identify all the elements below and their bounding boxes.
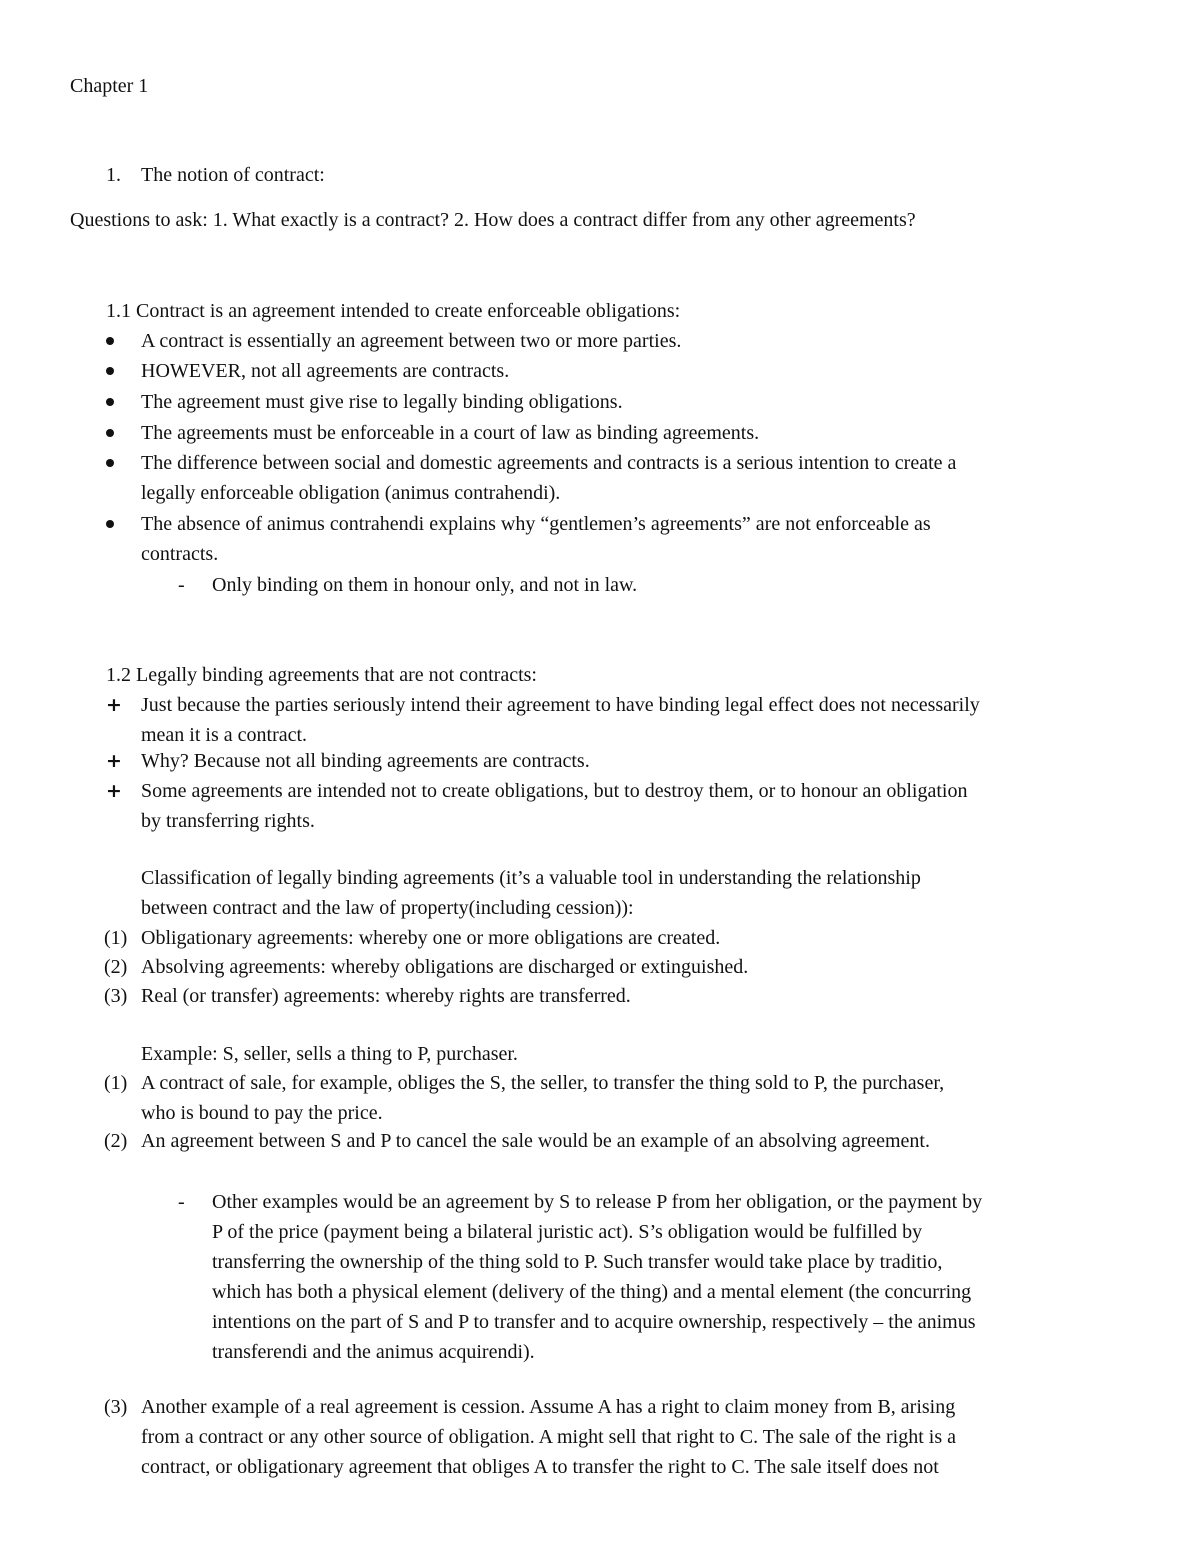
- bullet-text: legally enforceable obligation (animus contrahendi).: [141, 482, 561, 504]
- dash-text: transferring the ownership of the thing sold to P. Such transfer would take place by traditio,: [212, 1251, 943, 1273]
- list-item: [0, 952, 1200, 982]
- bullet-text: Some agreements are intended not to create obligations, but to destroy them, or to honour an obligation: [141, 780, 968, 802]
- list-number: (2): [104, 956, 128, 978]
- list-item: [0, 326, 1200, 356]
- bullet-dot: [106, 398, 114, 406]
- bullet-dot: [106, 459, 114, 467]
- bullet-dot: [106, 429, 114, 437]
- dash-text: which has both a physical element (delivery of the thing) and a mental element (the concurring: [212, 1281, 972, 1303]
- list-item: [0, 509, 1200, 569]
- plus-icon: +: [106, 780, 122, 802]
- bullet-text: Why? Because not all binding agreements are contracts.: [141, 750, 590, 772]
- classification-intro: Classification of legally binding agreements (it’s a valuable tool in understanding the relationship: [141, 867, 921, 889]
- list-item: [0, 387, 1200, 417]
- dash-text: intentions on the part of S and P to transfer and to acquire ownership, respectively – the animus: [212, 1311, 976, 1333]
- list-number: (3): [104, 985, 128, 1007]
- bullet-text: A contract is essentially an agreement between two or more parties.: [141, 330, 682, 352]
- list-item: [0, 690, 1200, 750]
- list-text: Real (or transfer) agreements: whereby rights are transferred.: [141, 985, 631, 1007]
- bullet-dot: [106, 367, 114, 375]
- list-item: [0, 981, 1200, 1011]
- bullet-text: The difference between social and domestic agreements and contracts is a serious intention to create a: [141, 452, 957, 474]
- list-item: [0, 923, 1200, 953]
- dash-text: Other examples would be an agreement by S to release P from her obligation, or the payment by: [212, 1191, 983, 1213]
- dash-item: [0, 1187, 1200, 1367]
- bullet-dot: [106, 520, 114, 528]
- dash-marker: -: [178, 1191, 185, 1213]
- list-item: [0, 746, 1200, 776]
- plus-icon: +: [106, 694, 122, 716]
- list-text: A contract of sale, for example, obliges the S, the seller, to transfer the thing sold to P, the purchaser,: [141, 1072, 945, 1094]
- dash-item: [0, 570, 1200, 600]
- classification-intro: between contract and the law of property(including cession)):: [141, 897, 634, 919]
- section-number: 1.: [106, 164, 121, 186]
- bullet-text: The absence of animus contrahendi explains why “gentlemen’s agreements” are not enforceable as: [141, 513, 931, 535]
- list-text: An agreement between S and P to cancel the sale would be an example of an absolving agreement.: [141, 1130, 930, 1152]
- plus-icon: +: [106, 750, 122, 772]
- list-number: (2): [104, 1130, 128, 1152]
- bullet-text: The agreements must be enforceable in a court of law as binding agreements.: [141, 422, 760, 444]
- example-intro: Example: S, seller, sells a thing to P, purchaser.: [141, 1043, 518, 1065]
- bullet-text: mean it is a contract.: [141, 724, 308, 746]
- list-item: [0, 1068, 1200, 1128]
- list-item: [0, 1126, 1200, 1156]
- bullet-text: HOWEVER, not all agreements are contracts.: [141, 360, 510, 382]
- list-text: from a contract or any other source of obligation. A might sell that right to C. The sale of the right is a: [141, 1426, 956, 1448]
- section-heading: [0, 160, 1200, 190]
- section-title: The notion of contract:: [141, 164, 325, 186]
- subsection-heading-1-2: 1.2 Legally binding agreements that are not contracts:: [106, 664, 537, 686]
- questions-paragraph: Questions to ask: 1. What exactly is a contract? 2. How does a contract differ from any other agreements?: [70, 209, 916, 231]
- list-number: (3): [104, 1396, 128, 1418]
- dash-text: transferendi and the animus acquirendi).: [212, 1341, 535, 1363]
- list-text: who is bound to pay the price.: [141, 1102, 383, 1124]
- list-number: (1): [104, 927, 128, 949]
- dash-text: P of the price (payment being a bilateral juristic act). S’s obligation would be fulfilled by: [212, 1221, 923, 1243]
- bullet-dot: [106, 337, 114, 345]
- list-item: [0, 776, 1200, 836]
- list-number: (1): [104, 1072, 128, 1094]
- list-item: [0, 356, 1200, 386]
- list-item: [0, 1392, 1200, 1482]
- list-text: Obligationary agreements: whereby one or more obligations are created.: [141, 927, 721, 949]
- bullet-text: Just because the parties seriously intend their agreement to have binding legal effect does not necessarily: [141, 694, 980, 716]
- list-item: [0, 448, 1200, 508]
- bullet-text: The agreement must give rise to legally binding obligations.: [141, 391, 623, 413]
- subsection-heading-1-1: 1.1 Contract is an agreement intended to create enforceable obligations:: [106, 300, 681, 322]
- dash-marker: -: [178, 574, 185, 596]
- list-text: Absolving agreements: whereby obligations are discharged or extinguished.: [141, 956, 749, 978]
- list-text: Another example of a real agreement is cession. Assume A has a right to claim money from B, arising: [141, 1396, 956, 1418]
- list-text: contract, or obligationary agreement that obliges A to transfer the right to C. The sale itself does not: [141, 1456, 939, 1478]
- dash-text: Only binding on them in honour only, and not in law.: [212, 574, 638, 596]
- bullet-text: contracts.: [141, 543, 219, 565]
- chapter-title: Chapter 1: [70, 75, 149, 97]
- list-item: [0, 418, 1200, 448]
- bullet-text: by transferring rights.: [141, 810, 315, 832]
